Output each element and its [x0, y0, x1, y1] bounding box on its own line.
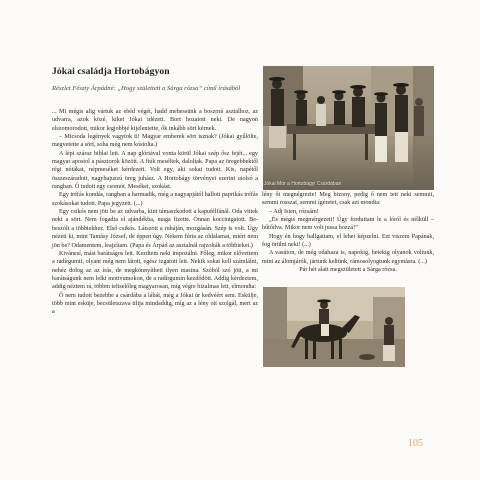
right-text-column	[262, 191, 434, 286]
paragraph: A vasúton, de még odahaza is, napokig, hetekig olyanok voltunk, mint az álomjárók, jártunk keltünk, rámosolyogtunk egymásra. (...)	[262, 250, 434, 265]
paragraph: Hogy én hogy hallgattam, el lehet képzelni. Ezt viszem Papának, fog örülni neki! (...)	[262, 233, 434, 249]
article-title: Jókai családja Hortobágyon	[52, 66, 170, 77]
paragraph: – Micsoda legények vagytok ti! Magyar emberek sört isznak? (Jókai gyűlölte, megvetette a sört, soha meg nem kóstolta.)	[52, 134, 258, 149]
photo-csikos-horse-image	[263, 287, 405, 367]
paragraph: Kivánesí, mást barátságos lett. Kezdtem neki impozálni. Főleg, mikor elővettem a radírgumit, olyant még nem látott, egész izgatott lett. Nekik sokat kell számlálni, nehéz dolog az az írás, de megkönnyítheti ilyen masina. Szóból szó jött, a mi barátságunk nem lelki motivumokon, de a radírgumin kezdődött. Addig kérdeztem, addig néztem rá, többm teltselőleg magyarosan, míg végre bizalmas lett, elmondta:	[52, 250, 258, 291]
paragraph: ... Mi mégis alig vártuk az ebéd végét, hadd mehessünk a boszorá asztalhoz, az udvarra, azok közé, kiket Jókai idézett. Bort hozatott neki. De nagyon elszomorodott, mikor legjobbjé kijelentette, ők inkább sört kérnek.	[52, 109, 258, 132]
paragraph: Egy tréfás kondás, rangban a harmadik, még a nagyapjától hallott paprikás tréfás szokásokat tudott. Papa jegyzett. (...)	[52, 192, 258, 207]
paragraph: Egy csikós nem jött be az udvarba, kint támaszkodott a kapufélfánál. Oda vittek neki a sört. Nem fogadta el ajándékba, maga fizette. Ónnan koccintgatott. Be-beszólt a többiekhez. Első csikós. Látszott a ruháján, mozgásán. Szép is volt. Úgy nézett ki, mint Tamásy József, de éppen úgy. Nekem fúrta az oldalamat, miért nem jön be? Odamentem, leajzítam. (Papa és Árpád az asztalnál rajzolták a többieket.)	[52, 209, 258, 249]
photo-csikos-horse	[263, 287, 405, 367]
photo-caption: Jókai Mór a Hortobágyi Csárdában	[264, 181, 342, 187]
paragraph: A lépi száraz biblai lett. A nap glóriával vonta körül Jókai szép ősz fejét... egy magyar apostol a pásztorok között. A fiúk meséltek, daloltak. Papa az öregebbektől régi nótákat, népmeséket kérdezett. Volt egy, aki sokat tudott. Kis, napétől összeszáradott, nagybajuszú öreg juhász. A Hortobágy törvényei szerint utolsó a rangban. Ő tudott egy csomót. Meséket, szokást.	[52, 150, 258, 191]
left-text-column	[52, 108, 258, 458]
photo-jokai-csarda-image	[263, 66, 434, 190]
page-number: 105	[408, 438, 423, 449]
article-excerpt-note: Részlet Fészty Árpádné: „Hogy születtett a Sárga rózsa” című írásából	[52, 85, 241, 92]
paragraph: – Adj Isten, rózsám!	[269, 208, 319, 215]
photo-jokai-csarda	[263, 66, 434, 190]
paragraph: Ő nem tudott bezebbe a csárdába a lábát, még a Jókai úr kedvéért sem. Eskülje, több mint esküje, becsületszava tiltja mindaddig, míg az a lény ott szolgál, mert az a	[52, 292, 258, 316]
paragraph: Pár hét alatt megszületett a Sárga rózsa.	[299, 267, 397, 274]
paragraph: lény őt megnégrezte! Meg bizony, pedig ő nem tett neki semmit, semmi rosszat, semmi ígéretet, csak azt mondta:	[262, 192, 434, 207]
paragraph: „És mégis megmérgezett! Úgy forduttam le a lóról és nélküll – hűtődva. Mikor nem volt jussa hozzá!”	[262, 217, 434, 232]
